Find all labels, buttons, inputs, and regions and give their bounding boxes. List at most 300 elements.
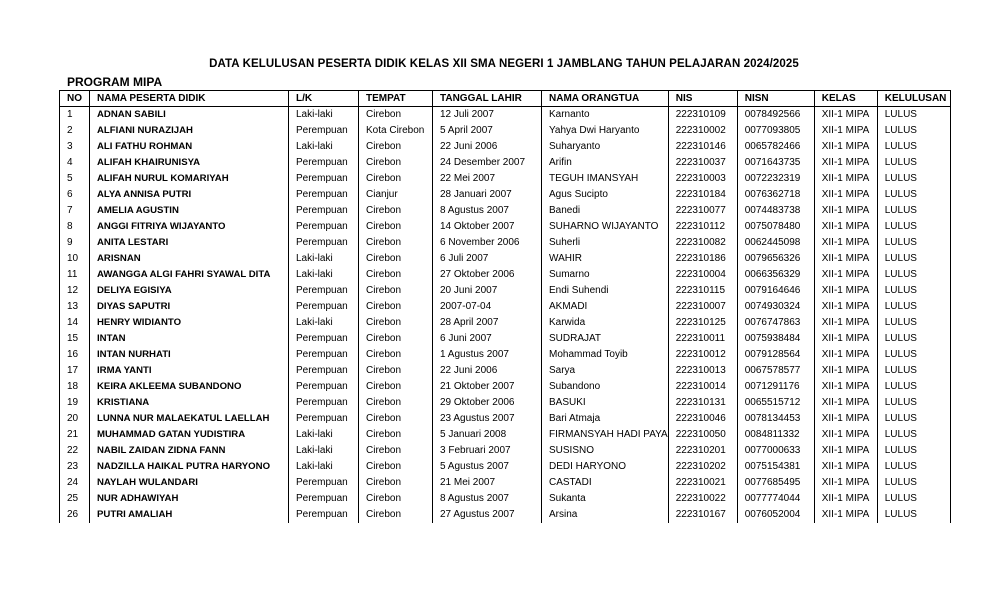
nisn: 0079128564	[737, 347, 814, 363]
table-row	[60, 235, 951, 251]
graduation-status: LULUS	[877, 443, 950, 459]
table-row	[60, 267, 951, 283]
row-no: 6	[60, 187, 90, 203]
nisn: 0077093805	[737, 123, 814, 139]
birthplace: Cirebon	[359, 395, 433, 411]
birthdate: 6 Juni 2007	[433, 331, 542, 347]
nisn: 0084811332	[737, 427, 814, 443]
nis: 222310014	[668, 379, 737, 395]
class: XII-1 MIPA	[814, 219, 877, 235]
graduation-status: LULUS	[877, 491, 950, 507]
class: XII-1 MIPA	[814, 283, 877, 299]
class: XII-1 MIPA	[814, 203, 877, 219]
table-row	[60, 427, 951, 443]
student-name: ALIFAH KHAIRUNISYA	[90, 155, 289, 171]
birthplace: Cirebon	[359, 331, 433, 347]
birthdate: 20 Juni 2007	[433, 283, 542, 299]
gender: Perempuan	[289, 507, 359, 523]
gender: Perempuan	[289, 123, 359, 139]
gender: Laki-laki	[289, 427, 359, 443]
student-name: ALYA ANNISA PUTRI	[90, 187, 289, 203]
parent-name: FIRMANSYAH HADI PAYA	[542, 427, 669, 443]
student-name: KRISTIANA	[90, 395, 289, 411]
nis: 222310013	[668, 363, 737, 379]
graduation-status: LULUS	[877, 267, 950, 283]
parent-name: SUDRAJAT	[542, 331, 669, 347]
birthdate: 21 Mei 2007	[433, 475, 542, 491]
row-no: 13	[60, 299, 90, 315]
parent-name: Banedi	[542, 203, 669, 219]
nisn: 0077685495	[737, 475, 814, 491]
gender: Perempuan	[289, 363, 359, 379]
document-title: DATA KELULUSAN PESERTA DIDIK KELAS XII SMA NEGERI 1 JAMBLANG TAHUN PELAJARAN 2024/2025	[209, 58, 799, 70]
class: XII-1 MIPA	[814, 459, 877, 475]
parent-name: Agus Sucipto	[542, 187, 669, 203]
nisn: 0071643735	[737, 155, 814, 171]
table-row	[60, 139, 951, 155]
table-row	[60, 251, 951, 267]
class: XII-1 MIPA	[814, 363, 877, 379]
nisn: 0071291176	[737, 379, 814, 395]
class: XII-1 MIPA	[814, 171, 877, 187]
birthplace: Cirebon	[359, 283, 433, 299]
parent-name: Mohammad Toyib	[542, 347, 669, 363]
birthdate: 21 Oktober 2007	[433, 379, 542, 395]
nis: 222310007	[668, 299, 737, 315]
parent-name: Bari Atmaja	[542, 411, 669, 427]
nisn: 0075938484	[737, 331, 814, 347]
class: XII-1 MIPA	[814, 299, 877, 315]
birthplace: Cirebon	[359, 443, 433, 459]
nisn: 0072232319	[737, 171, 814, 187]
nisn: 0075078480	[737, 219, 814, 235]
gender: Perempuan	[289, 283, 359, 299]
gender: Laki-laki	[289, 267, 359, 283]
nisn: 0079656326	[737, 251, 814, 267]
graduation-table	[59, 90, 951, 523]
graduation-status: LULUS	[877, 363, 950, 379]
nis: 222310112	[668, 219, 737, 235]
gender: Perempuan	[289, 379, 359, 395]
class: XII-1 MIPA	[814, 235, 877, 251]
row-no: 11	[60, 267, 90, 283]
row-no: 1	[60, 107, 90, 124]
program-label: PROGRAM MIPA	[67, 75, 163, 89]
student-name: KEIRA AKLEEMA SUBANDONO	[90, 379, 289, 395]
class: XII-1 MIPA	[814, 395, 877, 411]
table-row	[60, 347, 951, 363]
row-no: 20	[60, 411, 90, 427]
parent-name: Arsina	[542, 507, 669, 523]
table-row	[60, 171, 951, 187]
graduation-status: LULUS	[877, 139, 950, 155]
birthdate: 8 Agustus 2007	[433, 491, 542, 507]
nis: 222310167	[668, 507, 737, 523]
table-row	[60, 475, 951, 491]
birthplace: Cirebon	[359, 507, 433, 523]
parent-name: Suherli	[542, 235, 669, 251]
row-no: 18	[60, 379, 90, 395]
birthplace: Cirebon	[359, 363, 433, 379]
parent-name: Sumarno	[542, 267, 669, 283]
birthplace: Cirebon	[359, 411, 433, 427]
student-name: ALI FATHU ROHMAN	[90, 139, 289, 155]
graduation-status: LULUS	[877, 283, 950, 299]
student-name: LUNNA NUR MALAEKATUL LAELLAH	[90, 411, 289, 427]
nisn: 0065782466	[737, 139, 814, 155]
gender: Perempuan	[289, 411, 359, 427]
row-no: 24	[60, 475, 90, 491]
birthdate: 27 Agustus 2007	[433, 507, 542, 523]
student-name: NADZILLA HAIKAL PUTRA HARYONO	[90, 459, 289, 475]
gender: Laki-laki	[289, 107, 359, 124]
class: XII-1 MIPA	[814, 379, 877, 395]
gender: Laki-laki	[289, 251, 359, 267]
parent-name: Subandono	[542, 379, 669, 395]
birthdate: 14 Oktober 2007	[433, 219, 542, 235]
graduation-status: LULUS	[877, 203, 950, 219]
class: XII-1 MIPA	[814, 507, 877, 523]
class: XII-1 MIPA	[814, 427, 877, 443]
gender: Perempuan	[289, 203, 359, 219]
graduation-status: LULUS	[877, 315, 950, 331]
gender: Perempuan	[289, 235, 359, 251]
class: XII-1 MIPA	[814, 187, 877, 203]
nisn: 0077000633	[737, 443, 814, 459]
graduation-status: LULUS	[877, 235, 950, 251]
parent-name: AKMADI	[542, 299, 669, 315]
class: XII-1 MIPA	[814, 123, 877, 139]
graduation-status: LULUS	[877, 395, 950, 411]
graduation-status: LULUS	[877, 427, 950, 443]
header-gender: L/K	[289, 91, 359, 107]
table-row	[60, 219, 951, 235]
nisn: 0077774044	[737, 491, 814, 507]
nisn: 0076747863	[737, 315, 814, 331]
birthplace: Cianjur	[359, 187, 433, 203]
birthplace: Cirebon	[359, 347, 433, 363]
graduation-status: LULUS	[877, 299, 950, 315]
birthdate: 5 Agustus 2007	[433, 459, 542, 475]
nisn: 0075154381	[737, 459, 814, 475]
class: XII-1 MIPA	[814, 139, 877, 155]
table-row	[60, 107, 951, 124]
nis: 222310022	[668, 491, 737, 507]
nis: 222310012	[668, 347, 737, 363]
nis: 222310046	[668, 411, 737, 427]
gender: Perempuan	[289, 219, 359, 235]
nisn: 0062445098	[737, 235, 814, 251]
nisn: 0065515712	[737, 395, 814, 411]
gender: Perempuan	[289, 155, 359, 171]
birthplace: Cirebon	[359, 491, 433, 507]
class: XII-1 MIPA	[814, 475, 877, 491]
birthplace: Cirebon	[359, 299, 433, 315]
nisn: 0066356329	[737, 267, 814, 283]
student-name: AWANGGA ALGI FAHRI SYAWAL DITA	[90, 267, 289, 283]
student-name: DIYAS SAPUTRI	[90, 299, 289, 315]
table-row	[60, 315, 951, 331]
row-no: 9	[60, 235, 90, 251]
graduation-status: LULUS	[877, 155, 950, 171]
graduation-status: LULUS	[877, 507, 950, 523]
birthdate: 22 Mei 2007	[433, 171, 542, 187]
nis: 222310002	[668, 123, 737, 139]
parent-name: Sarya	[542, 363, 669, 379]
birthdate: 28 Januari 2007	[433, 187, 542, 203]
student-name: INTAN NURHATI	[90, 347, 289, 363]
graduation-status: LULUS	[877, 187, 950, 203]
parent-name: TEGUH IMANSYAH	[542, 171, 669, 187]
nis: 222310077	[668, 203, 737, 219]
parent-name: CASTADI	[542, 475, 669, 491]
parent-name: Yahya Dwi Haryanto	[542, 123, 669, 139]
birthplace: Cirebon	[359, 171, 433, 187]
nis: 222310184	[668, 187, 737, 203]
student-name: NAYLAH WULANDARI	[90, 475, 289, 491]
birthdate: 27 Oktober 2006	[433, 267, 542, 283]
birthdate: 6 November 2006	[433, 235, 542, 251]
table-row	[60, 411, 951, 427]
row-no: 14	[60, 315, 90, 331]
gender: Perempuan	[289, 475, 359, 491]
header-status: KELULUSAN	[877, 91, 950, 107]
parent-name: SUSISNO	[542, 443, 669, 459]
student-name: PUTRI AMALIAH	[90, 507, 289, 523]
gender: Laki-laki	[289, 443, 359, 459]
student-name: NUR ADHAWIYAH	[90, 491, 289, 507]
gender: Perempuan	[289, 331, 359, 347]
student-name: NABIL ZAIDAN ZIDNA FANN	[90, 443, 289, 459]
graduation-status: LULUS	[877, 347, 950, 363]
nis: 222310082	[668, 235, 737, 251]
birthplace: Cirebon	[359, 379, 433, 395]
parent-name: Karnanto	[542, 107, 669, 124]
graduation-status: LULUS	[877, 219, 950, 235]
row-no: 16	[60, 347, 90, 363]
nis: 222310050	[668, 427, 737, 443]
table-row	[60, 187, 951, 203]
student-name: IRMA YANTI	[90, 363, 289, 379]
table-row	[60, 299, 951, 315]
class: XII-1 MIPA	[814, 251, 877, 267]
birthdate: 28 April 2007	[433, 315, 542, 331]
row-no: 7	[60, 203, 90, 219]
student-name: ARISNAN	[90, 251, 289, 267]
birthplace: Cirebon	[359, 203, 433, 219]
table-row	[60, 395, 951, 411]
birthplace: Cirebon	[359, 107, 433, 124]
graduation-status: LULUS	[877, 475, 950, 491]
parent-name: Karwida	[542, 315, 669, 331]
nisn: 0074930324	[737, 299, 814, 315]
row-no: 26	[60, 507, 90, 523]
graduation-status: LULUS	[877, 459, 950, 475]
nis: 222310131	[668, 395, 737, 411]
graduation-status: LULUS	[877, 411, 950, 427]
birthdate: 5 Januari 2008	[433, 427, 542, 443]
row-no: 15	[60, 331, 90, 347]
parent-name: DEDI HARYONO	[542, 459, 669, 475]
row-no: 8	[60, 219, 90, 235]
student-name: ADNAN SABILI	[90, 107, 289, 124]
birthdate: 8 Agustus 2007	[433, 203, 542, 219]
gender: Perempuan	[289, 187, 359, 203]
class: XII-1 MIPA	[814, 491, 877, 507]
student-name: ALFIANI NURAZIJAH	[90, 123, 289, 139]
gender: Perempuan	[289, 491, 359, 507]
class: XII-1 MIPA	[814, 331, 877, 347]
row-no: 10	[60, 251, 90, 267]
nis: 222310125	[668, 315, 737, 331]
nis: 222310011	[668, 331, 737, 347]
header-birthdate: TANGGAL LAHIR	[433, 91, 542, 107]
nis: 222310115	[668, 283, 737, 299]
row-no: 23	[60, 459, 90, 475]
nisn: 0079164646	[737, 283, 814, 299]
graduation-status: LULUS	[877, 379, 950, 395]
birthdate: 5 April 2007	[433, 123, 542, 139]
student-name: HENRY WIDIANTO	[90, 315, 289, 331]
birthdate: 3 Februari 2007	[433, 443, 542, 459]
nisn: 0067578577	[737, 363, 814, 379]
student-name: MUHAMMAD GATAN YUDISTIRA	[90, 427, 289, 443]
birthplace: Cirebon	[359, 315, 433, 331]
graduation-status: LULUS	[877, 171, 950, 187]
nis: 222310202	[668, 459, 737, 475]
table-row	[60, 443, 951, 459]
birthplace: Cirebon	[359, 267, 433, 283]
header-name: NAMA PESERTA DIDIK	[90, 91, 289, 107]
birthplace: Cirebon	[359, 427, 433, 443]
nis: 222310037	[668, 155, 737, 171]
row-no: 5	[60, 171, 90, 187]
parent-name: WAHIR	[542, 251, 669, 267]
table-row	[60, 379, 951, 395]
birthplace: Cirebon	[359, 251, 433, 267]
table-row	[60, 491, 951, 507]
nis: 222310109	[668, 107, 737, 124]
header-no: NO	[60, 91, 90, 107]
birthplace: Cirebon	[359, 459, 433, 475]
gender: Perempuan	[289, 395, 359, 411]
birthdate: 12 Juli 2007	[433, 107, 542, 124]
table-row	[60, 331, 951, 347]
nisn: 0074483738	[737, 203, 814, 219]
row-no: 19	[60, 395, 90, 411]
nis: 222310003	[668, 171, 737, 187]
graduation-status: LULUS	[877, 123, 950, 139]
nis: 222310021	[668, 475, 737, 491]
class: XII-1 MIPA	[814, 155, 877, 171]
parent-name: Arifin	[542, 155, 669, 171]
graduation-status: LULUS	[877, 251, 950, 267]
parent-name: Sukanta	[542, 491, 669, 507]
table-row	[60, 203, 951, 219]
nis: 222310201	[668, 443, 737, 459]
birthplace: Cirebon	[359, 235, 433, 251]
row-no: 4	[60, 155, 90, 171]
parent-name: Suharyanto	[542, 139, 669, 155]
student-name: DELIYA EGISIYA	[90, 283, 289, 299]
nisn: 0076052004	[737, 507, 814, 523]
birthdate: 1 Agustus 2007	[433, 347, 542, 363]
gender: Laki-laki	[289, 459, 359, 475]
student-name: INTAN	[90, 331, 289, 347]
gender: Laki-laki	[289, 315, 359, 331]
row-no: 17	[60, 363, 90, 379]
table-row	[60, 283, 951, 299]
table-row	[60, 363, 951, 379]
student-name: ANGGI FITRIYA WIJAYANTO	[90, 219, 289, 235]
gender: Laki-laki	[289, 139, 359, 155]
parent-name: BASUKI	[542, 395, 669, 411]
header-nisn: NISN	[737, 91, 814, 107]
birthdate: 2007-07-04	[433, 299, 542, 315]
class: XII-1 MIPA	[814, 347, 877, 363]
nisn: 0076362718	[737, 187, 814, 203]
nisn: 0078134453	[737, 411, 814, 427]
row-no: 22	[60, 443, 90, 459]
header-birthplace: TEMPAT	[359, 91, 433, 107]
birthdate: 24 Desember 2007	[433, 155, 542, 171]
class: XII-1 MIPA	[814, 315, 877, 331]
class: XII-1 MIPA	[814, 267, 877, 283]
parent-name: SUHARNO WIJAYANTO	[542, 219, 669, 235]
table-row	[60, 155, 951, 171]
class: XII-1 MIPA	[814, 443, 877, 459]
birthplace: Cirebon	[359, 475, 433, 491]
row-no: 3	[60, 139, 90, 155]
birthdate: 23 Agustus 2007	[433, 411, 542, 427]
table-header-row	[60, 91, 951, 107]
birthdate: 22 Juni 2006	[433, 363, 542, 379]
gender: Perempuan	[289, 299, 359, 315]
birthdate: 29 Oktober 2006	[433, 395, 542, 411]
birthplace: Kota Cirebon	[359, 123, 433, 139]
table-row	[60, 507, 951, 523]
row-no: 12	[60, 283, 90, 299]
row-no: 2	[60, 123, 90, 139]
header-class: KELAS	[814, 91, 877, 107]
header-parent: NAMA ORANGTUA	[542, 91, 669, 107]
table-row	[60, 459, 951, 475]
parent-name: Endi Suhendi	[542, 283, 669, 299]
student-name: AMELIA AGUSTIN	[90, 203, 289, 219]
birthplace: Cirebon	[359, 139, 433, 155]
birthplace: Cirebon	[359, 155, 433, 171]
row-no: 25	[60, 491, 90, 507]
nisn: 0078492566	[737, 107, 814, 124]
birthdate: 22 Juni 2006	[433, 139, 542, 155]
header-nis: NIS	[668, 91, 737, 107]
class: XII-1 MIPA	[814, 107, 877, 124]
class: XII-1 MIPA	[814, 411, 877, 427]
nis: 222310004	[668, 267, 737, 283]
student-name: ALIFAH NURUL KOMARIYAH	[90, 171, 289, 187]
graduation-status: LULUS	[877, 107, 950, 124]
student-name: ANITA LESTARI	[90, 235, 289, 251]
nis: 222310186	[668, 251, 737, 267]
gender: Perempuan	[289, 347, 359, 363]
table-row	[60, 123, 951, 139]
row-no: 21	[60, 427, 90, 443]
birthdate: 6 Juli 2007	[433, 251, 542, 267]
birthplace: Cirebon	[359, 219, 433, 235]
nis: 222310146	[668, 139, 737, 155]
gender: Perempuan	[289, 171, 359, 187]
graduation-status: LULUS	[877, 331, 950, 347]
